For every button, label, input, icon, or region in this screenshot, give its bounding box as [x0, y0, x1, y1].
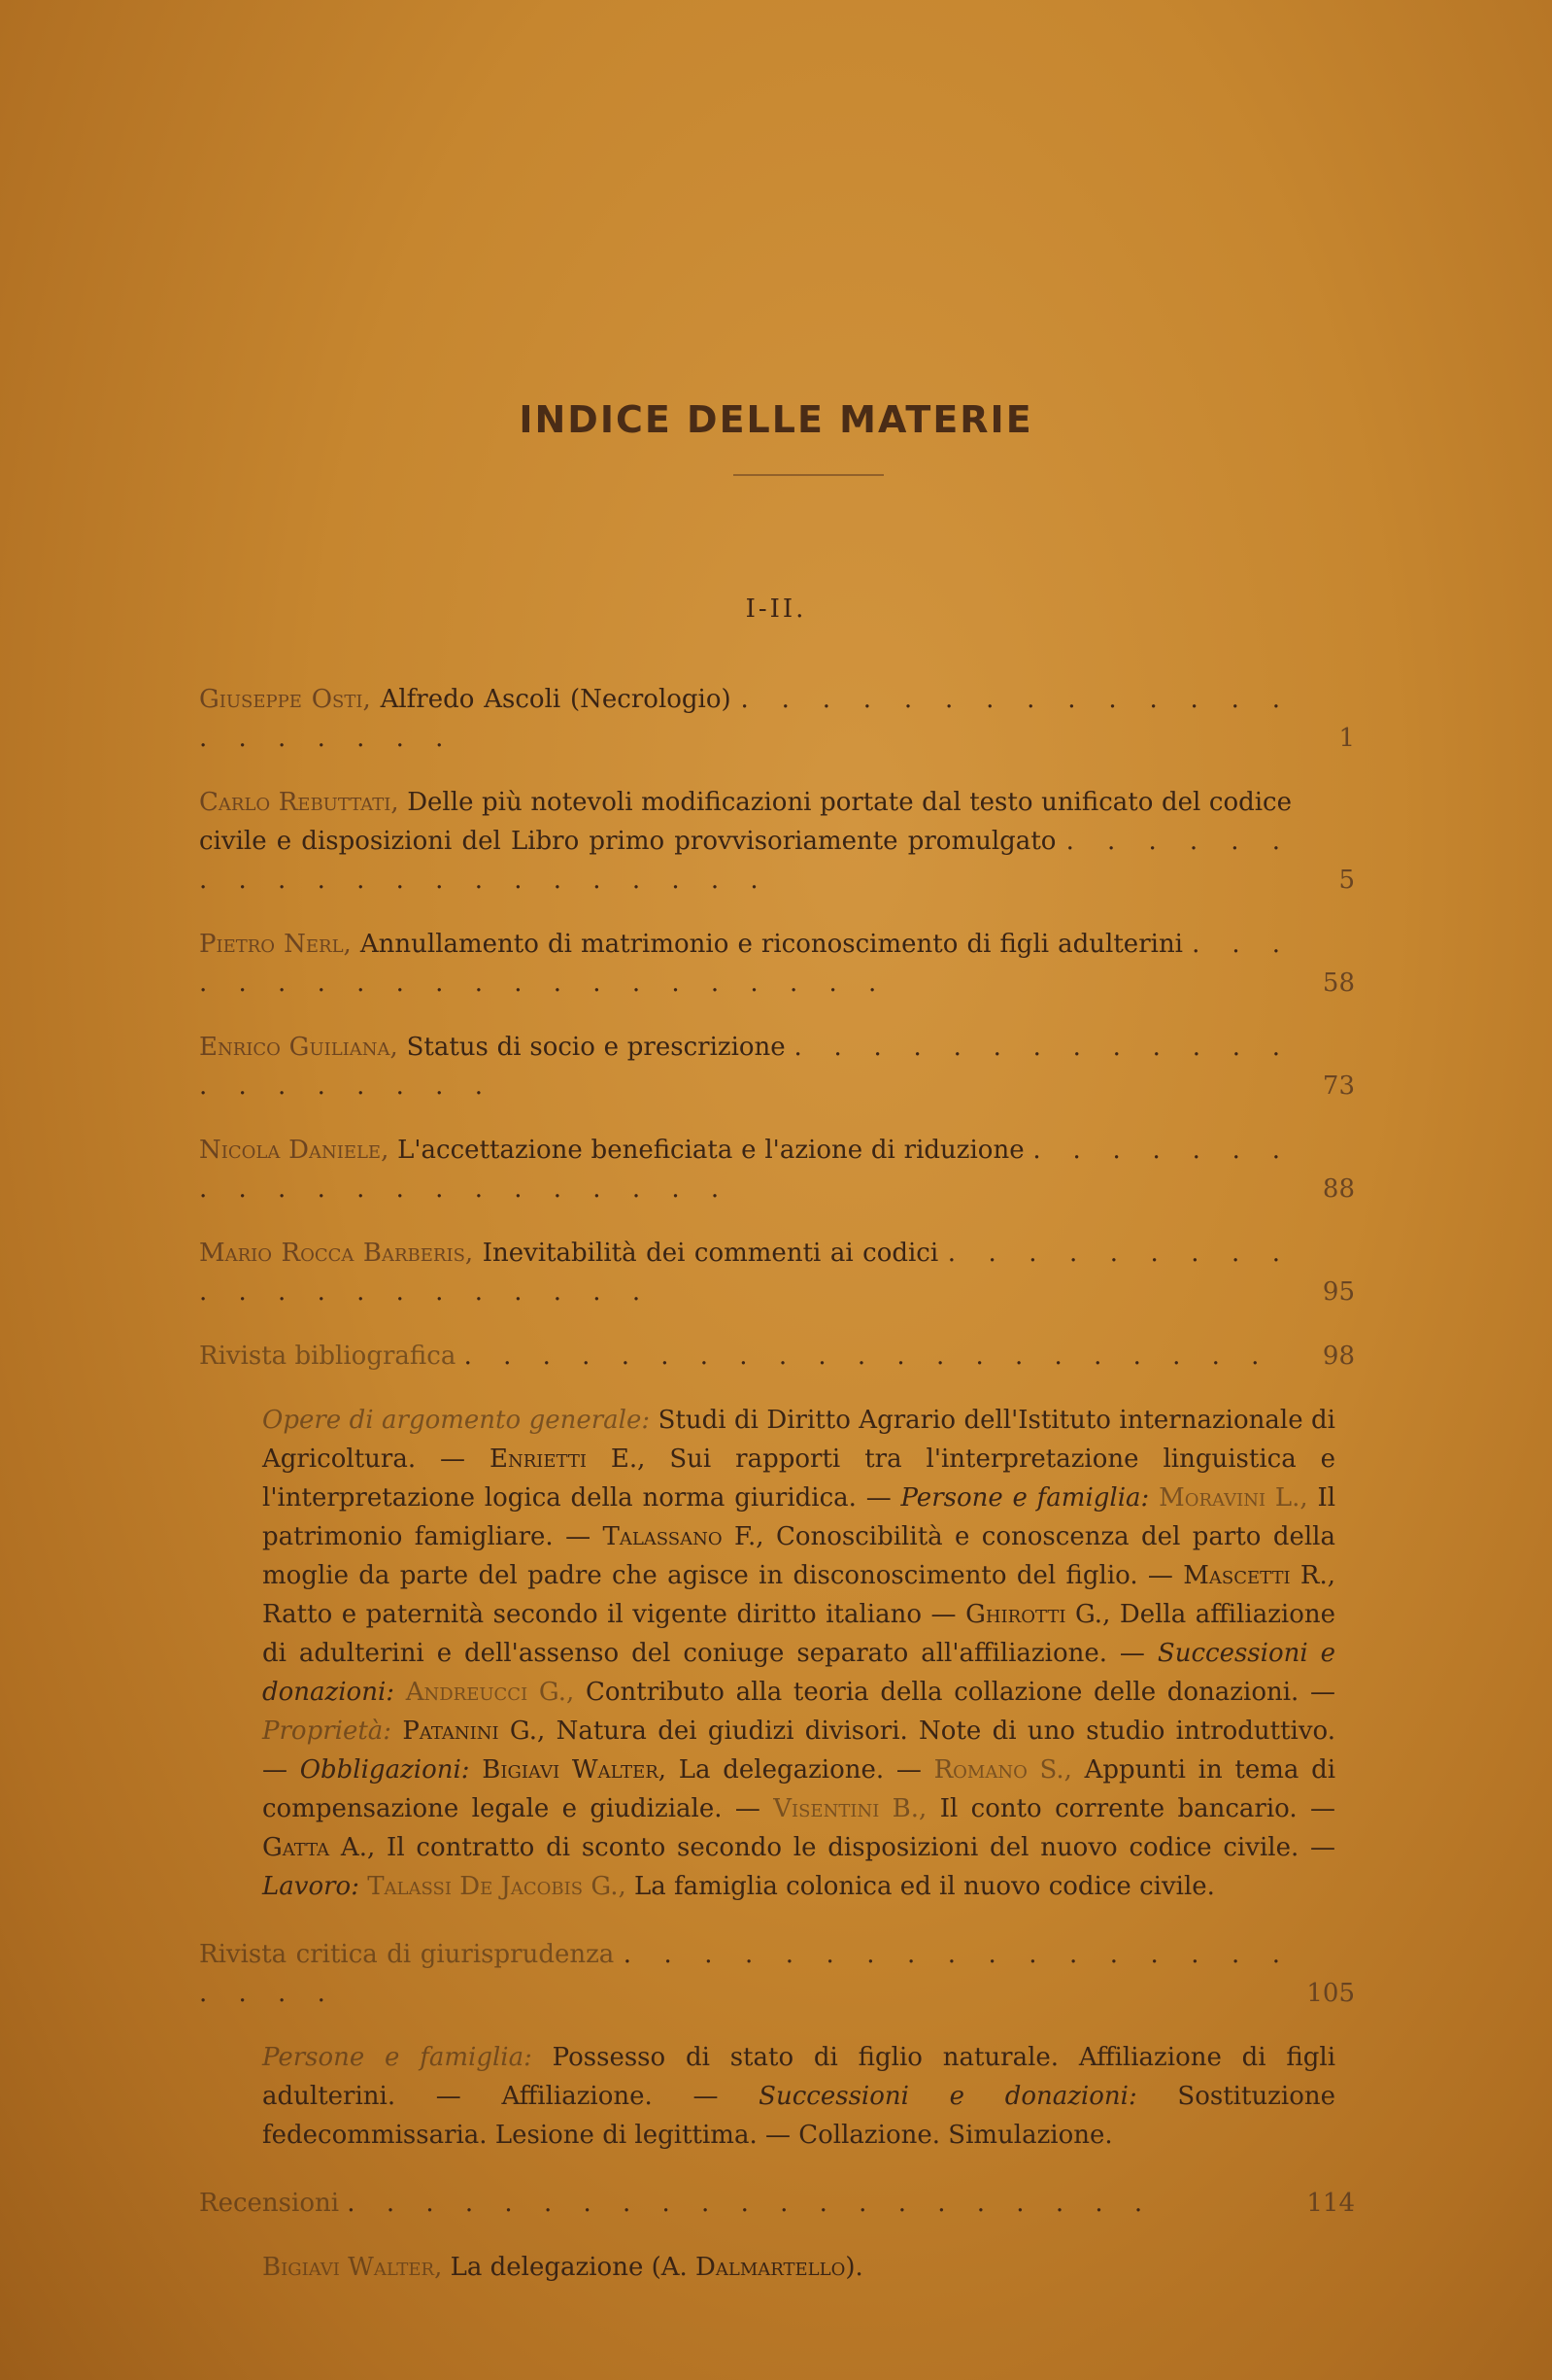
- subject-label: Successioni e donazioni:: [759, 2082, 1137, 2111]
- entry-author: Nicola Daniele,: [199, 1136, 389, 1165]
- entry-text: Alfredo Ascoli (Necrologio): [380, 685, 731, 714]
- entry-page-number: 58: [1322, 969, 1355, 998]
- subject-label: Obbligazioni:: [299, 1755, 470, 1785]
- bib-text: Il patrimonio famigliare. —: [262, 1483, 1336, 1551]
- bib-text: Conoscibilità e conoscenza del parto della moglie da parte del padre che agisce in disconoscimento del figlio. —: [262, 1522, 1336, 1590]
- entry-page-number: 98: [1322, 1342, 1355, 1371]
- entry-page-number: 73: [1322, 1071, 1355, 1101]
- entry-text: Annullamento di matrimonio e riconoscimento di figli adulterini: [359, 930, 1184, 959]
- review-text: La delegazione: [450, 2253, 644, 2282]
- toc-entry-rivista-critica: [199, 1935, 1355, 2013]
- subject-label: Lavoro:: [262, 1872, 359, 1901]
- bib-text: Ratto e paternità secondo il vigente diritto italiano —: [262, 1600, 957, 1629]
- entry-text: L'accettazione beneficiata e l'azione di riduzione: [397, 1136, 1025, 1165]
- bib-author: Mascetti R.,: [1183, 1561, 1335, 1590]
- bib-author: Talassano F.,: [602, 1522, 764, 1551]
- entry-author: Enrico Guiliana,: [199, 1033, 398, 1062]
- section-heading: Rivista bibliografica: [199, 1342, 456, 1371]
- toc-entry-1: [199, 680, 1355, 758]
- leader-dots: . . . . . . . . . . . . . . . . . . . . .: [347, 2189, 1155, 2218]
- bib-author: Moravini L.,: [1159, 1483, 1308, 1513]
- bib-author: Andreucci G.,: [405, 1678, 575, 1707]
- toc-entry-rivista-bibliografica: [199, 1337, 1355, 1376]
- crit-text: Sostituzione fedecommissaria. Lesione di legittima. — Collazione. Simulazione.: [262, 2082, 1335, 2150]
- subject-label: Persone e famiglia:: [262, 2043, 532, 2072]
- bib-text: Il conto corrente bancario. —: [939, 1794, 1336, 1823]
- page-title: INDICE DELLE MATERIE: [519, 398, 1033, 441]
- entry-page-number: 5: [1338, 866, 1355, 895]
- bib-author: Enrietti E.,: [489, 1445, 646, 1474]
- toc-entry-2: [199, 783, 1355, 900]
- entry-author: Carlo Rebuttati,: [199, 788, 399, 817]
- rivista-bibliografica-contents: [262, 1401, 1335, 1906]
- bib-author: Gatta A.,: [262, 1833, 376, 1862]
- leader-dots: . . . . . . . . . . . . . . . . . . . . .: [199, 827, 1293, 895]
- bib-author: Bigiavi Walter,: [482, 1755, 667, 1785]
- table-of-contents: [199, 680, 1355, 2316]
- rivista-critica-contents: [262, 2038, 1335, 2155]
- entry-page-number: 88: [1322, 1174, 1355, 1204]
- bib-text: Natura dei giudizi divisori. Note di uno studio introduttivo. —: [262, 1717, 1336, 1785]
- leader-dots: . . . . . . . . . . . . . . . . . . . . .: [199, 930, 1293, 998]
- entry-page-number: 114: [1306, 2189, 1355, 2218]
- section-heading: Rivista critica di giurisprudenza: [199, 1940, 615, 1969]
- leader-dots: . . . . . . . . . . . . . . . . . . . . .: [199, 1033, 1293, 1101]
- subject-label: Proprietà:: [262, 1717, 392, 1746]
- leader-dots: . . . . . . . . . . . . . . . . . . . . .: [199, 1136, 1292, 1204]
- bib-author: Ghirotti G.,: [965, 1600, 1111, 1629]
- entry-text: Status di socio e prescrizione: [406, 1033, 786, 1062]
- bib-author: Romano S.,: [933, 1755, 1072, 1785]
- bib-text: Contributo alla teoria della collazione delle donazioni. —: [585, 1678, 1335, 1707]
- subject-label: Persone e famiglia:: [900, 1483, 1150, 1513]
- bib-text: Il contratto di sconto secondo le disposizioni del nuovo codice civile. —: [387, 1833, 1336, 1862]
- subject-label: Opere di argomento generale:: [262, 1406, 651, 1435]
- entry-page-number: 105: [1306, 1979, 1355, 2008]
- entry-text: Inevitabilità dei commenti ai codici: [482, 1239, 939, 1268]
- crit-text: Possesso di stato di figlio naturale. Affiliazione di figli adulterini. — Affiliazione. —: [262, 2043, 1336, 2111]
- bib-text: Della affiliazione di adulterini e dell'assenso del coniuge separato all'affiliazione. —: [262, 1600, 1335, 1668]
- toc-entry-5: [199, 1131, 1355, 1208]
- reviewer: (A. Dalmartello).: [651, 2253, 863, 2282]
- leader-dots: . . . . . . . . . . . . . . . . . . . . .: [463, 1342, 1271, 1371]
- toc-entry-recensioni: [199, 2184, 1355, 2223]
- bib-author: Patanini G.,: [402, 1717, 546, 1746]
- leader-dots: . . . . . . . . . . . . . . . . . . . . .: [199, 685, 1292, 753]
- section-heading: Recensioni: [199, 2189, 340, 2218]
- entry-author: Pietro Nerl,: [199, 930, 352, 959]
- entry-text: Delle più notevoli modificazioni portate dal testo unificato del codice civile e disposizioni del Libro primo provvisoriamente promulgato: [199, 788, 1293, 856]
- entry-page-number: 95: [1322, 1277, 1355, 1307]
- title-rule: [733, 474, 884, 476]
- bib-text: La delegazione. —: [678, 1755, 922, 1785]
- entry-author: Mario Rocca Barberis,: [199, 1239, 474, 1268]
- recensioni-contents: [262, 2248, 1335, 2287]
- bib-text: Appunti in tema di compensazione legale e giudiziale. —: [262, 1755, 1336, 1823]
- bib-author: Talassi De Jacobis G.,: [367, 1872, 626, 1901]
- leader-dots: . . . . . . . . . . . . . . . . . . . . .: [199, 1940, 1293, 2008]
- entry-author: Giuseppe Osti,: [199, 685, 371, 714]
- toc-entry-4: [199, 1028, 1355, 1105]
- toc-entry-6: [199, 1234, 1355, 1311]
- review-author: Bigiavi Walter,: [262, 2253, 443, 2282]
- subject-label: Successioni e donazioni:: [262, 1639, 1336, 1707]
- section-number: I-II.: [745, 595, 807, 624]
- bib-text: Sui rapporti tra l'interpretazione linguistica e l'interpretazione logica della norma giuridica. —: [262, 1445, 1336, 1513]
- bib-author: Visentini B.,: [773, 1794, 928, 1823]
- bib-text: Studi di Diritto Agrario dell'Istituto internazionale di Agricoltura. —: [262, 1406, 1335, 1474]
- bib-text: La famiglia colonica ed il nuovo codice civile.: [634, 1872, 1215, 1901]
- leader-dots: . . . . . . . . . . . . . . . . . . . . .: [199, 1239, 1293, 1307]
- toc-entry-3: [199, 925, 1355, 1003]
- entry-page-number: 1: [1338, 724, 1355, 753]
